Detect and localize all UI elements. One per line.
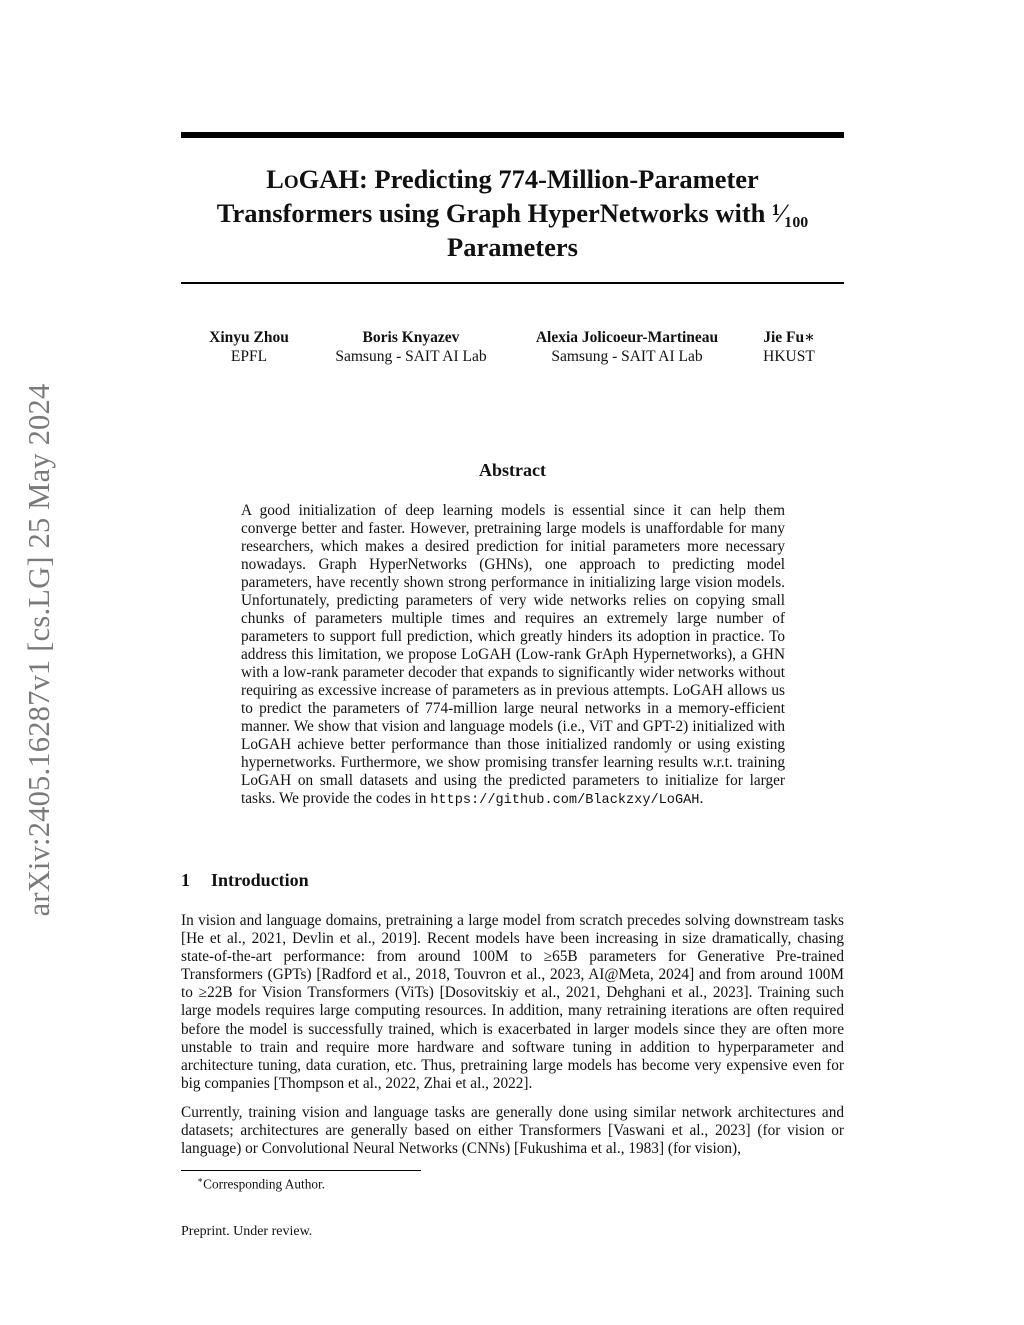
title-top-rule (181, 132, 844, 138)
author-affiliation: EPFL (230, 348, 268, 365)
abstract-text: A good initialization of deep learning models is essential since it can help them converge better and faster. However, pretraining large models is unaffordable for many researchers, which makes a desired prediction for initial parameters more necessary nowadays. Graph HyperNetworks (GHNs), one approach to predicting model parameters, have recently shown strong performance in initializing large vision models. Unfortunately, predicting parameters of very wide networks relies on copying small chunks of parameters multiple times and requires an extremely large number of parameters to support full prediction, which greatly hinders its adoption in practice. To address this limitation, we propose LoGAH (Low-rank GrAph Hypernetworks), a GHN with a low-rank parameter decoder that expands to significantly wider networks without requiring as excessive increase of parameters as in previous attempts. LoGAH allows us to predict the parameters of 774-million large neural networks in a memory-efficient manner. We show that vision and language models (i.e., ViT and GPT-2) initialized with LoGAH achieve better performance than those initialized randomly or using existing hypernetworks. Furthermore, we show promising transfer learning results w.r.t. training LoGAH on small datasets and using the predicted parameters to initialize for larger tasks. We provide the codes in (241, 502, 785, 807)
title-line-1-rest: : Predicting 774-Million-Parameter (358, 164, 759, 194)
author-2 (335, 328, 486, 366)
title-logah: LoGAH (266, 164, 359, 194)
section-heading (181, 870, 309, 891)
code-link[interactable]: https://github.com/Blackzxy/LoGAH (430, 793, 700, 808)
author-1 (209, 328, 289, 366)
abstract-text-end: . (699, 790, 704, 807)
section-title: Introduction (211, 870, 309, 890)
abstract-paragraph (241, 502, 785, 810)
footnote-rule (181, 1170, 421, 1171)
author-3 (536, 328, 718, 366)
author-affiliation: Samsung - SAIT AI Lab (551, 348, 703, 365)
author-name: Xinyu Zhou (209, 329, 289, 346)
author-name: Boris Knyazev (362, 329, 460, 346)
preprint-note: Preprint. Under review. (181, 1224, 313, 1239)
paragraph-text: In vision and language domains, pretraining a large model from scratch precedes solving downstream tasks [He et al., 2021, Devlin et al., 2019]. Recent models have been increasing in size dramatically, chasing state-of-the-art performance: from around 100M to ≥65B parameters for Generative Pre-trained Transformers (GPTs) [Radford et al., 2018, Touvron et al., 2023, AI@Meta, 2024] and from around 100M to ≥22B for Vision Transformers (ViTs) [Dosovitskiy et al., 2021, Dehghani et al., 2023]. Training such large models requires large computing resources. In addition, many retraining iterations are often required before the model is successfully trained, which is exacerbated in larger models since they are often more unstable to train and require more hardware and software tuning in addition to hyperparameter and architecture tuning, data curation, etc. Thus, pretraining large models has become very expensive even for big companies [Thompson et al., 2022, Zhai et al., 2022]. (181, 912, 844, 1092)
title-line-3: Parameters (447, 232, 578, 262)
footnote-text: Corresponding Author. (203, 1176, 326, 1192)
footnote (197, 1175, 325, 1192)
title-line-1 (181, 162, 844, 196)
author-name: Jie Fu∗ (763, 329, 815, 346)
author-affiliation: Samsung - SAIT AI Lab (335, 348, 487, 365)
author-4 (763, 328, 815, 366)
arxiv-stamp: arXiv:2405.16287v1 [cs.LG] 25 May 2024 (22, 383, 56, 917)
author-affiliation: HKUST (763, 348, 815, 365)
paragraph-text: Currently, training vision and language tasks are generally done using similar network architectures and datasets; architectures are generally based on either Transformers [Vaswani et al., 2023] (for vision or language) or Convolutional Neural Networks (CNNs) [Fukushima et al., 1983] (for vision), (181, 1104, 844, 1158)
intro-paragraph-2 (181, 1104, 844, 1158)
paper-title (181, 162, 844, 264)
section-number: 1 (181, 870, 190, 890)
author-name: Alexia Jolicoeur-Martineau (535, 329, 719, 346)
title-bottom-rule (181, 282, 844, 284)
title-line-2: Transformers using Graph HyperNetworks with ¹⁄₁₀₀ (216, 198, 809, 228)
abstract-heading: Abstract (479, 460, 546, 480)
footnote-mark: ∗ (197, 1175, 204, 1185)
abstract-body (241, 502, 785, 810)
author-block (181, 328, 844, 368)
intro-paragraph-1 (181, 912, 844, 1093)
